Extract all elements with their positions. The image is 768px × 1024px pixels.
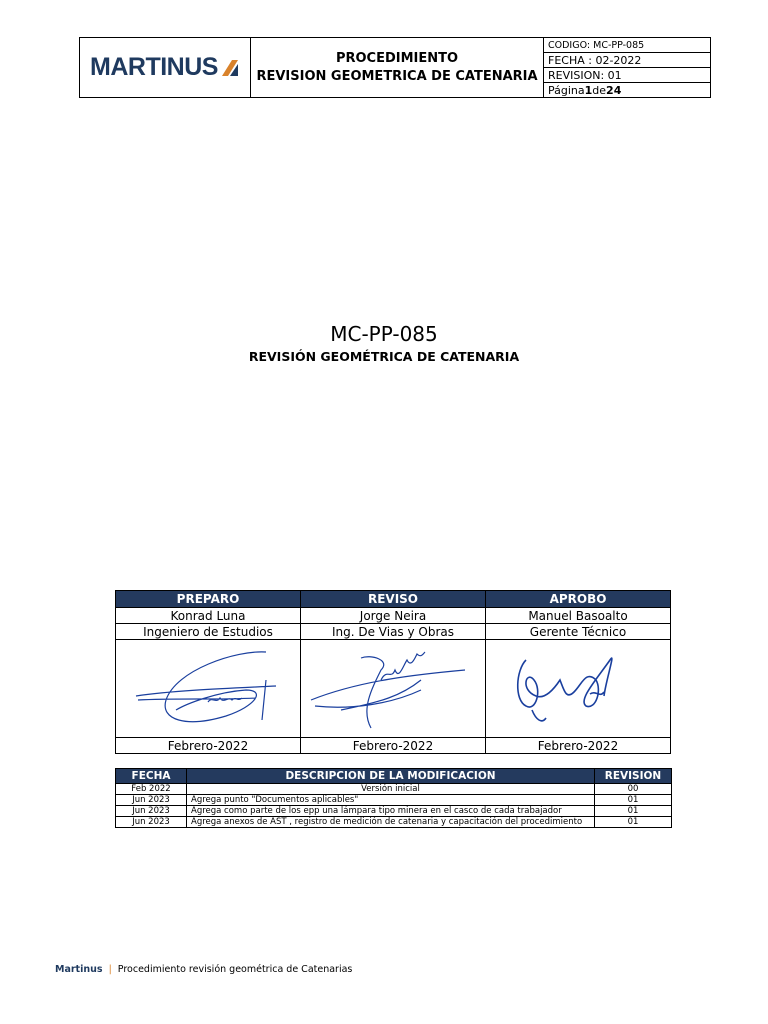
approver-name: Manuel Basoalto: [486, 608, 671, 624]
table-row: [116, 784, 672, 795]
document-code: MC-PP-085: [330, 322, 438, 346]
approvals-table: [115, 590, 671, 754]
history-fecha: Feb 2022: [116, 784, 187, 795]
approver-role: Gerente Técnico: [486, 624, 671, 640]
pagina: [544, 83, 710, 97]
logo: [80, 38, 251, 97]
history-rev: 01: [595, 806, 672, 817]
footer-text: Procedimiento revisión geométrica de Catenarias: [117, 964, 353, 975]
logo-mark-icon: [220, 58, 240, 78]
header-title-line2: REVISION GEOMETRICA DE CATENARIA: [256, 68, 538, 84]
signature-preparo: [116, 640, 300, 734]
signature-cell: [486, 640, 671, 738]
approvals-header: PREPARO: [116, 591, 301, 608]
fecha: FECHA : 02-2022: [544, 53, 710, 68]
signature-cell: [301, 640, 486, 738]
document-header: [79, 37, 711, 98]
history-header: DESCRIPCION DE LA MODIFICACION: [187, 769, 595, 784]
pagina-total: 24: [606, 83, 622, 97]
history-fecha: Jun 2023: [116, 817, 187, 828]
history-header: REVISION: [595, 769, 672, 784]
header-title-line1: PROCEDIMIENTO: [335, 50, 459, 66]
logo-text: MARTINUS: [90, 53, 218, 81]
history-rev: 01: [595, 795, 672, 806]
approver-name: Jorge Neira: [301, 608, 486, 624]
approval-date: Febrero-2022: [116, 738, 301, 754]
revision: REVISION: 01: [544, 68, 710, 83]
footer-separator: |: [108, 964, 112, 975]
history-desc: Agrega como parte de los epp una lámpara tipo minera en el casco de cada trabajador: [187, 806, 595, 817]
document-subtitle: REVISIÓN GEOMÉTRICA DE CATENARIA: [248, 349, 520, 364]
history-desc: Versión inicial: [187, 784, 595, 795]
signature-reviso: [301, 640, 485, 734]
approvals-header: REVISO: [301, 591, 486, 608]
approval-date: Febrero-2022: [301, 738, 486, 754]
approver-role: Ing. De Vias y Obras: [301, 624, 486, 640]
approver-role: Ingeniero de Estudios: [116, 624, 301, 640]
history-fecha: Jun 2023: [116, 795, 187, 806]
history-rev: 01: [595, 817, 672, 828]
approval-date: Febrero-2022: [486, 738, 671, 754]
table-row: [116, 806, 672, 817]
page-footer: [55, 964, 352, 975]
history-fecha: Jun 2023: [116, 806, 187, 817]
header-title: [251, 38, 544, 97]
footer-brand: Martinus: [55, 964, 103, 975]
approvals-header: APROBO: [486, 591, 671, 608]
revision-history-table: [115, 768, 672, 828]
codigo: CODIGO: MC-PP-085: [544, 38, 710, 53]
history-desc: Agrega anexos de AST , registro de medición de catenaria y capacitación del procedimiento: [187, 817, 595, 828]
pagina-num: 1: [584, 83, 593, 97]
signature-aprobo: [486, 640, 670, 734]
header-meta: [544, 38, 710, 97]
table-row: [116, 795, 672, 806]
history-rev: 00: [595, 784, 672, 795]
signature-cell: [116, 640, 301, 738]
approver-name: Konrad Luna: [116, 608, 301, 624]
pagina-prefix: Página: [548, 83, 585, 97]
history-desc: Agrega punto "Documentos aplicables": [187, 795, 595, 806]
table-row: [116, 817, 672, 828]
history-header: FECHA: [116, 769, 187, 784]
pagina-mid: de: [592, 83, 607, 97]
